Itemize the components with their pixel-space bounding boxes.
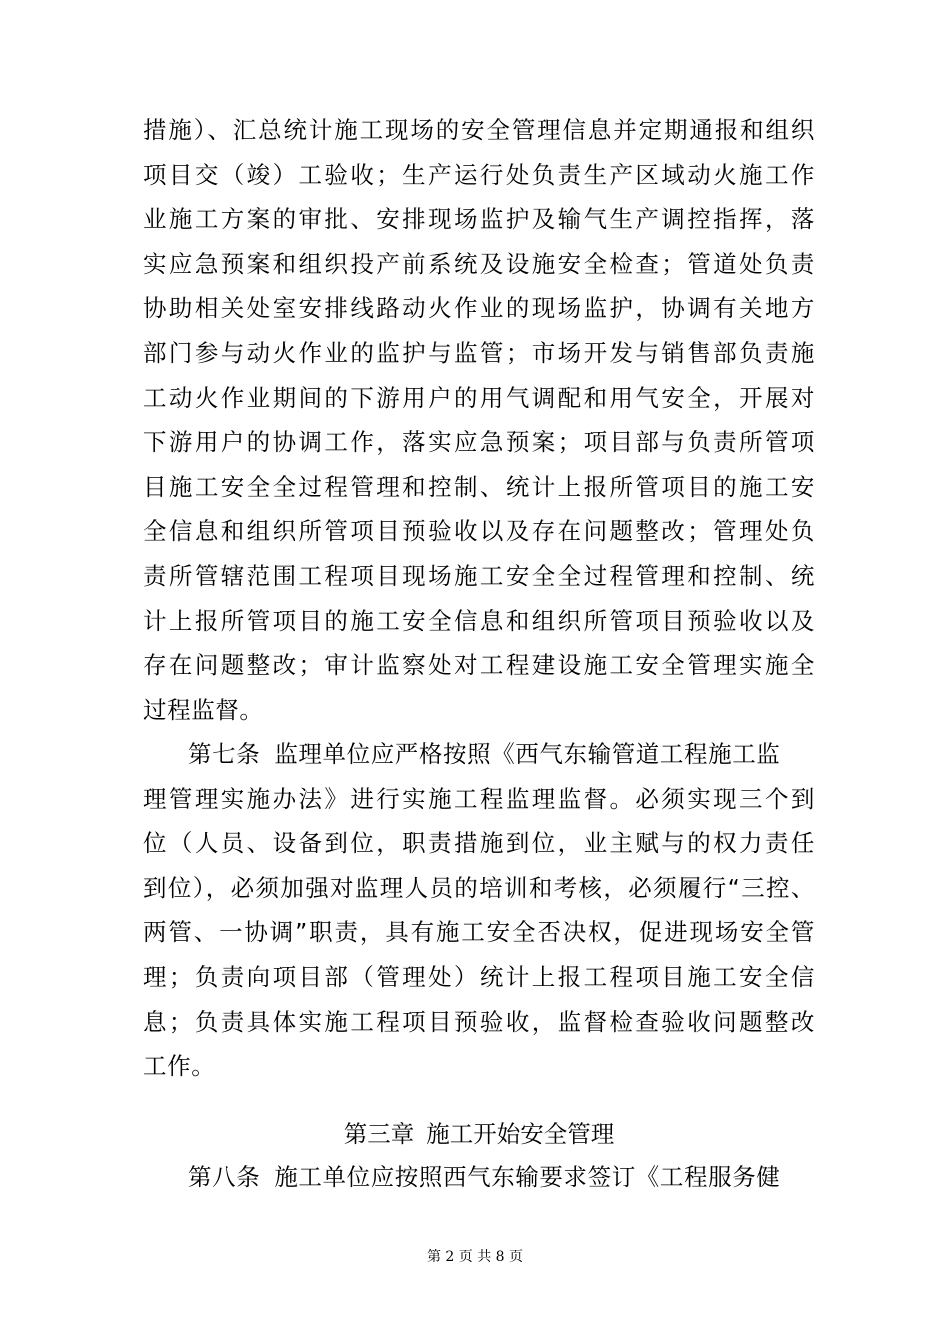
chapter-heading — [143, 1112, 815, 1156]
article-label: 第七条 — [188, 740, 261, 768]
text-line: 实应急预案和组织投产前系统及设施安全检查；管道处负责 — [143, 249, 815, 278]
chapter-number: 第三章 — [343, 1120, 415, 1148]
text-line: 目施工安全全过程管理和控制、统计上报所管项目的施工安 — [143, 472, 815, 501]
text-line: 项目交（竣）工验收；生产运行处负责生产区域动火施工作 — [143, 160, 815, 189]
text-line: 部门参与动火作业的监护与监管；市场开发与销售部负责施 — [143, 338, 815, 367]
text-line: 工动火作业期间的下游用户的用气调配和用气安全，开展对 — [143, 383, 815, 412]
text-line: 理；负责向项目部（管理处）统计上报工程项目施工安全信 — [143, 962, 815, 991]
text-line: 两管、一协调”职责，具有施工安全否决权，促进现场安全管 — [143, 918, 815, 947]
text-line: 计上报所管项目的施工安全信息和组织所管项目预验收以及 — [143, 606, 815, 635]
text-line: 全信息和组织所管项目预验收以及存在问题整改；管理处负 — [143, 517, 815, 546]
page-footer: 第 2 页 共 8 页 — [426, 1249, 524, 1265]
text-line: 施工单位应按照西气东输要求签订《工程服务健 — [274, 1163, 781, 1191]
text-line: 措施）、汇总统计施工现场的安全管理信息并定期通报和组织 — [143, 116, 815, 144]
text-line: 存在问题整改；审计监察处对工程建设施工安全管理实施全 — [143, 651, 815, 680]
text-line: 工作。 — [143, 1052, 216, 1081]
text-line: 理管理实施办法》进行实施工程监理监督。必须实现三个到 — [143, 784, 815, 813]
text-line: 下游用户的协调工作，落实应急预案；项目部与负责所管项 — [143, 428, 815, 457]
text-line: 责所管辖范围工程项目现场施工安全全过程管理和控制、统 — [143, 561, 815, 590]
article-7 — [143, 732, 815, 1089]
paragraph-responsibilities — [143, 108, 815, 732]
text-line: 位（人员、设备到位，职责措施到位，业主赋与的权力责任 — [143, 829, 815, 858]
text-line: 息；负责具体实施工程项目预验收，监督检查验收问题整改 — [143, 1007, 815, 1036]
text-line: 监理单位应严格按照《西气东输管道工程施工监 — [274, 740, 781, 768]
article-first-line — [143, 1155, 815, 1200]
text-line: 到位），必须加强对监理人员的培训和考核，必须履行“三控、 — [143, 873, 815, 902]
text-line: 过程监督。 — [143, 695, 264, 724]
article-8 — [143, 1155, 815, 1200]
article-first-line — [143, 732, 815, 777]
article-label: 第八条 — [188, 1163, 261, 1191]
text-line: 业施工方案的审批、安排现场监护及输气生产调控指挥，落 — [143, 205, 815, 234]
text-line: 协助相关处室安排线路动火作业的现场监护，协调有关地方 — [143, 294, 815, 323]
chapter-title: 施工开始安全管理 — [426, 1120, 615, 1148]
